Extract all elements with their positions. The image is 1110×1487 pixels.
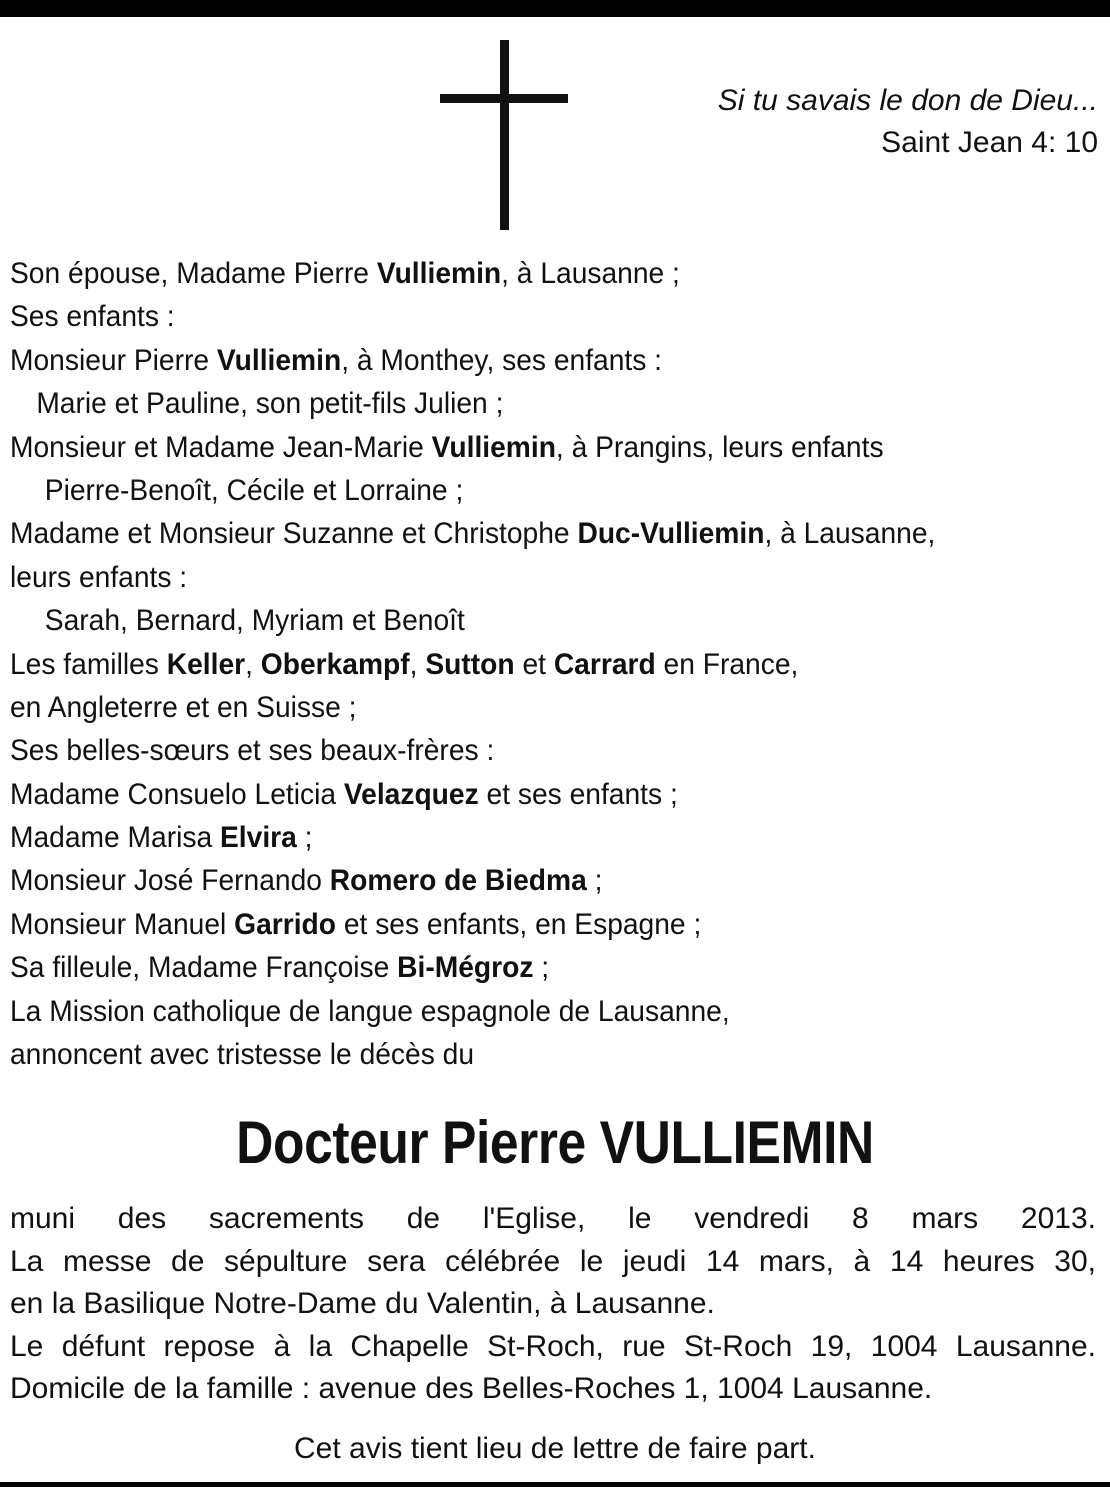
epigraph-quote: Si tu savais le don de Dieu... [717, 84, 1098, 117]
family-text: Les familles [10, 647, 167, 681]
details-line: Le défunt repose à la Chapelle St-Roch, rue St-Roch 19, 1004 Lausanne. [10, 1329, 1096, 1363]
family-surname: Bi-Mégroz [397, 951, 534, 985]
family-text: Monsieur et Madame Jean-Marie [10, 430, 432, 464]
top-border-rule [0, 0, 1110, 17]
family-text: et ses enfants ; [478, 777, 678, 811]
family-text: annoncent avec tristesse le décès du [10, 1038, 475, 1072]
cross-vertical-bar [500, 40, 509, 230]
family-text: , à Lausanne, [764, 517, 936, 551]
family-line [10, 729, 1035, 772]
family-line [10, 946, 1035, 989]
funeral-details [10, 1198, 1096, 1411]
family-line [10, 903, 1035, 946]
family-line [10, 382, 1035, 425]
family-surname: Garrido [234, 907, 337, 941]
family-text: , à Monthey, ses enfants : [341, 343, 663, 377]
family-surname: Romero de Biedma [329, 864, 587, 898]
family-text: , à Lausanne ; [501, 257, 680, 290]
family-line [10, 295, 1035, 338]
details-line: en la Basilique Notre-Dame du Valentin, à Lausanne. [10, 1287, 715, 1320]
cross-horizontal-bar [440, 94, 568, 103]
family-text: et [514, 647, 554, 681]
family-line [10, 599, 1035, 642]
family-line [10, 643, 1035, 686]
family-text: Sa filleule, Madame Françoise [10, 951, 398, 985]
family-text: et ses enfants, en Espagne ; [336, 907, 702, 941]
family-text: Ses belles-sœurs et ses beaux-frères : [10, 734, 495, 768]
family-surname: Vulliemin [376, 257, 502, 290]
family-text: Ses enfants : [10, 300, 175, 334]
family-text: , [409, 647, 426, 681]
family-text: ; [296, 821, 313, 855]
family-surname: Vulliemin [216, 343, 342, 377]
deceased-name: Docteur Pierre VULLIEMIN [236, 1109, 874, 1176]
details-line: La messe de sépulture sera célébrée le jeudi 14 mars, à 14 heures 30, [10, 1244, 1096, 1278]
family-surname: Keller [166, 647, 246, 681]
closing-note: Cet avis tient lieu de lettre de faire part. [294, 1432, 816, 1465]
epigraph-reference: Saint Jean 4: 10 [881, 126, 1098, 159]
family-text: leurs enfants : [10, 560, 188, 594]
family-line [10, 339, 1035, 382]
family-text: Marie et Pauline, son petit-fils Julien ; [36, 387, 504, 421]
family-surname: Carrard [553, 647, 656, 681]
family-line [10, 1033, 1035, 1076]
family-text: Madame Consuelo Leticia [10, 777, 344, 811]
family-text: en Angleterre et en Suisse ; [10, 690, 357, 724]
family-text: La Mission catholique de langue espagnole de Lausanne, [10, 994, 730, 1028]
family-text: Monsieur José Fernando [10, 864, 330, 898]
details-line: Domicile de la famille : avenue des Belles-Roches 1, 1004 Lausanne. [10, 1372, 933, 1405]
family-surname: Duc-Vulliemin [577, 517, 765, 551]
family-surname: Sutton [425, 647, 515, 681]
family-text: Madame et Monsieur Suzanne et Christophe [10, 517, 578, 551]
family-surname: Vulliemin [431, 430, 556, 464]
family-line [10, 686, 1035, 729]
family-line [10, 252, 1035, 295]
family-text: Pierre-Benoît, Cécile et Lorraine ; [44, 473, 464, 507]
family-line [10, 426, 1035, 469]
cross-icon [440, 40, 568, 230]
epigraph [718, 80, 1098, 164]
family-text: en France, [655, 647, 799, 681]
family-text: Madame Marisa [10, 821, 221, 855]
family-text: Monsieur Pierre [10, 343, 217, 377]
bottom-border-rule [0, 1482, 1110, 1487]
family-text: , à Prangins, leurs enfants [555, 430, 884, 464]
family-line [10, 990, 1035, 1033]
family-announcement [10, 252, 1035, 1076]
family-line [10, 469, 1035, 512]
family-line [10, 556, 1035, 599]
family-surname: Velazquez [343, 777, 479, 811]
family-line [10, 773, 1035, 816]
family-line [10, 512, 1035, 555]
family-line [10, 859, 1035, 902]
family-text: ; [586, 864, 603, 898]
family-surname: Elvira [220, 821, 297, 855]
family-text: , [245, 647, 261, 681]
family-surname: Oberkampf [260, 647, 410, 681]
details-line: muni des sacrements de l'Eglise, le vendredi 8 mars 2013. [10, 1202, 1096, 1235]
family-text: ; [533, 951, 550, 985]
family-text: Son épouse, Madame Pierre [10, 257, 377, 290]
family-text: Monsieur Manuel [10, 907, 235, 941]
family-line [10, 816, 1035, 859]
family-text: Sarah, Bernard, Myriam et Benoît [44, 604, 465, 638]
